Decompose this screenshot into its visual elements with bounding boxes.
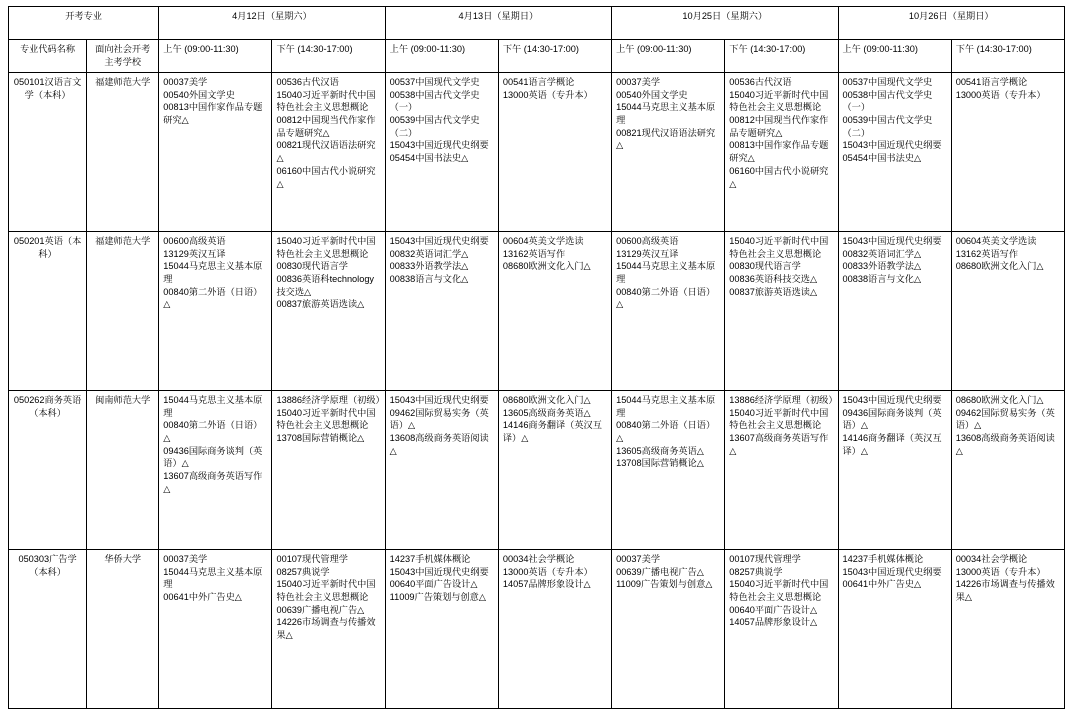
host-school: 福建师范大学 <box>87 232 159 391</box>
course-item: 15040习近平新时代中国特色社会主义思想概论 <box>276 89 376 113</box>
table-row <box>9 73 1065 232</box>
course-item: 13129英汉互译 <box>616 248 679 259</box>
course-item: 00813中国作家作品专题研究△ <box>729 140 829 164</box>
header-major-group: 开考专业 <box>9 7 159 40</box>
header-slot-8: 下午 (14:30-17:00) <box>951 40 1064 73</box>
host-school: 华侨大学 <box>87 550 159 709</box>
course-item: 14057品牌形象设计△ <box>502 579 591 590</box>
course-cell <box>385 550 498 709</box>
course-item: 00833外语教学法△ <box>842 261 922 272</box>
major-code-name: 050201英语（本科） <box>9 232 87 391</box>
course-cell <box>159 73 272 232</box>
course-item: 13708国际营销概论△ <box>616 458 704 469</box>
course-item: 13607高级商务英语写作△ <box>163 471 263 494</box>
course-item: 11009广告策划与创意△ <box>616 579 713 590</box>
header-slot-1: 上午 (09:00-11:30) <box>159 40 272 73</box>
course-item: 00538中国古代文学史（一） <box>842 89 933 113</box>
course-item: 00541语言学概论 <box>955 77 1028 87</box>
course-cell <box>838 73 951 232</box>
course-item: 00837旅游英语选读△ <box>729 286 818 297</box>
course-item: 15043中国近现代史纲要 <box>842 140 942 151</box>
course-item: 00604英美文学选读 <box>955 236 1037 246</box>
course-cell <box>951 73 1064 232</box>
course-item: 14146商务翻译（英汉互译）△ <box>502 420 602 444</box>
course-item: 00821现代汉语语法研究△ <box>616 127 716 151</box>
course-item: 08680欧洲文化入门△ <box>955 395 1044 405</box>
course-cell <box>272 550 385 709</box>
course-item: 15043中国近现代史纲要 <box>389 566 489 577</box>
course-item: 05454中国书法史△ <box>389 153 469 164</box>
course-item: 00832英语词汇学△ <box>842 248 922 259</box>
course-cell <box>725 73 838 232</box>
course-item: 00813中国作家作品专题研究△ <box>163 102 263 126</box>
course-item: 00536古代汉语 <box>276 77 339 87</box>
course-cell <box>272 73 385 232</box>
course-item: 15044马克思主义基本原理 <box>163 566 263 590</box>
course-item: 14226市场调查与传播效果△ <box>276 617 376 641</box>
course-cell <box>951 232 1064 391</box>
course-item: 13000英语（专升本） <box>502 566 593 577</box>
course-item: 13000英语（专升本） <box>955 89 1046 100</box>
course-item: 00639广播电视广告△ <box>276 604 365 615</box>
course-cell <box>498 73 611 232</box>
course-item: 13162英语写作 <box>502 248 566 259</box>
course-item: 00541语言学概论 <box>502 77 575 87</box>
header-slot-2: 下午 (14:30-17:00) <box>272 40 385 73</box>
header-slot-3: 上午 (09:00-11:30) <box>385 40 498 73</box>
course-item: 00037美学 <box>163 554 208 564</box>
course-item: 13162英语写作 <box>955 248 1019 259</box>
course-item: 15043中国近现代史纲要 <box>389 140 489 151</box>
course-item: 00641中外广告史△ <box>842 579 922 590</box>
course-item: 15043中国近现代史纲要 <box>842 236 942 246</box>
course-item: 15040习近平新时代中国特色社会主义思想概论 <box>276 236 376 259</box>
header-slot-5: 上午 (09:00-11:30) <box>612 40 725 73</box>
course-item: 00604英美文学选读 <box>502 236 584 246</box>
course-item: 13000英语（专升本） <box>502 89 593 100</box>
course-item: 15044马克思主义基本原理 <box>616 102 716 126</box>
course-item: 15040习近平新时代中国特色社会主义思想概论 <box>729 579 829 603</box>
course-item: 15040习近平新时代中国特色社会主义思想概论 <box>729 236 829 259</box>
course-cell <box>159 232 272 391</box>
header-date-4: 10月26日（星期日） <box>838 7 1065 40</box>
course-item: 06160中国古代小说研究△ <box>729 165 829 189</box>
table-body <box>9 73 1065 709</box>
course-item: 00540外国文学史 <box>163 89 235 100</box>
course-cell <box>498 391 611 550</box>
course-cell <box>951 550 1064 709</box>
course-item: 13886经济学原理（初级） <box>276 395 385 405</box>
major-code-name: 050262商务英语（本科） <box>9 391 87 550</box>
course-item: 15043中国近现代史纲要 <box>389 236 489 246</box>
course-item: 00833外语教学法△ <box>389 261 469 272</box>
table-row <box>9 550 1065 709</box>
course-cell <box>838 391 951 550</box>
course-item: 00539中国古代文学史（二） <box>842 115 933 138</box>
course-item: 14226市场调查与传播效果△ <box>955 579 1055 603</box>
course-cell <box>612 550 725 709</box>
course-item: 00037美学 <box>616 554 661 564</box>
course-item: 00641中外广告史△ <box>163 592 242 603</box>
course-cell <box>725 232 838 391</box>
major-code-name: 050101汉语言文学（本科） <box>9 73 87 232</box>
course-item: 15043中国近现代史纲要 <box>842 566 942 577</box>
course-cell <box>612 73 725 232</box>
course-item: 00540外国文学史 <box>616 89 688 100</box>
header-date-3: 10月25日（星期六） <box>612 7 838 40</box>
course-item: 05454中国书法史△ <box>842 153 922 164</box>
course-item: 00034社会学概论 <box>955 554 1028 564</box>
course-item: 00107现代管理学 <box>276 554 348 564</box>
course-cell <box>612 232 725 391</box>
course-item: 00838语言与文化△ <box>842 274 922 285</box>
course-item: 13607高级商务英语写作△ <box>729 433 829 456</box>
course-item: 08680欧洲文化入门△ <box>502 395 591 405</box>
header-slot-6: 下午 (14:30-17:00) <box>725 40 838 73</box>
course-item: 08257典说学 <box>729 566 783 577</box>
course-item: 14237手机媒体概论 <box>842 554 924 564</box>
course-item: 00832英语词汇学△ <box>389 248 469 259</box>
course-item: 00537中国现代文学史 <box>389 77 480 87</box>
course-item: 00537中国现代文学史 <box>842 77 933 87</box>
course-item: 00837旅游英语选读△ <box>276 299 365 310</box>
course-item: 00812中国现当代作家作品专题研究△ <box>729 115 829 138</box>
course-item: 13605高级商务英语△ <box>616 445 704 456</box>
course-item: 14146商务翻译（英汉互译）△ <box>842 433 942 456</box>
course-cell <box>385 73 498 232</box>
table-header <box>9 7 1065 73</box>
header-host-school: 面向社会开考主考学校 <box>87 40 159 73</box>
course-item: 13886经济学原理（初级） <box>729 395 838 405</box>
header-slot-7: 上午 (09:00-11:30) <box>838 40 951 73</box>
header-row-dates <box>9 7 1065 40</box>
course-cell <box>272 391 385 550</box>
course-item: 00836英语科技交选△ <box>729 274 818 285</box>
course-cell <box>385 391 498 550</box>
course-cell <box>498 232 611 391</box>
host-school: 福建师范大学 <box>87 73 159 232</box>
course-item: 06160中国古代小说研究△ <box>276 165 376 189</box>
course-item: 13129英汉互译 <box>163 248 226 259</box>
course-cell <box>159 391 272 550</box>
course-cell <box>951 391 1064 550</box>
course-item: 00821现代汉语语法研究△ <box>276 140 376 164</box>
course-cell <box>725 391 838 550</box>
course-cell <box>838 232 951 391</box>
header-row-slots <box>9 40 1065 73</box>
course-item: 00840第二外语（日语）△ <box>163 286 263 310</box>
header-major-code-name: 专业代码名称 <box>9 40 87 73</box>
course-item: 00536古代汉语 <box>729 77 792 87</box>
course-item: 13000英语（专升本） <box>955 566 1046 577</box>
course-item: 00640平面广告设计△ <box>389 579 478 590</box>
header-slot-4: 下午 (14:30-17:00) <box>498 40 611 73</box>
course-item: 09462国际贸易实务（英语）△ <box>389 407 489 431</box>
header-date-1: 4月12日（星期六） <box>159 7 385 40</box>
course-cell <box>725 550 838 709</box>
table-row <box>9 232 1065 391</box>
course-cell <box>385 232 498 391</box>
course-item: 15040习近平新时代中国特色社会主义思想概论 <box>729 407 829 431</box>
course-cell <box>498 550 611 709</box>
course-item: 00812中国现当代作家作品专题研究△ <box>276 115 376 138</box>
exam-schedule-table <box>8 6 1065 709</box>
course-item: 00836英语科technology技交选△ <box>276 274 375 297</box>
course-item: 00037美学 <box>616 77 661 87</box>
course-item: 00034社会学概论 <box>502 554 575 564</box>
course-item: 08680欧洲文化入门△ <box>502 261 591 272</box>
course-item: 00830现代语言学 <box>276 261 348 272</box>
course-cell <box>612 391 725 550</box>
host-school: 闽南师范大学 <box>87 391 159 550</box>
course-item: 13708国际营销概论△ <box>276 433 365 444</box>
course-item: 15043中国近现代史纲要 <box>842 395 942 405</box>
course-item: 00107现代管理学 <box>729 554 801 564</box>
course-item: 15044马克思主义基本原理 <box>163 395 263 418</box>
course-item: 00600高级英语 <box>616 236 679 246</box>
course-item: 09436国际商务谈判（英语）△ <box>842 407 942 431</box>
course-item: 08257典说学 <box>276 566 330 577</box>
course-item: 00840第二外语（日语）△ <box>616 420 716 444</box>
course-item: 15044马克思主义基本原理 <box>616 261 716 285</box>
course-item: 00830现代语言学 <box>729 261 801 272</box>
course-item: 00838语言与文化△ <box>389 274 469 285</box>
header-date-2: 4月13日（星期日） <box>385 7 611 40</box>
table-row <box>9 391 1065 550</box>
course-item: 00539中国古代文学史（二） <box>389 115 480 138</box>
course-item: 15043中国近现代史纲要 <box>389 395 489 405</box>
course-item: 08680欧洲文化入门△ <box>955 261 1044 272</box>
course-item: 15044马克思主义基本原理 <box>616 395 716 418</box>
course-item: 00840第二外语（日语）△ <box>163 420 263 444</box>
course-item: 11009广告策划与创意△ <box>389 592 486 603</box>
course-cell <box>272 232 385 391</box>
course-cell <box>838 550 951 709</box>
course-item: 00538中国古代文学史（一） <box>389 89 480 113</box>
course-item: 09462国际贸易实务（英语）△ <box>955 407 1055 431</box>
course-item: 00840第二外语（日语）△ <box>616 286 716 310</box>
course-item: 15044马克思主义基本原理 <box>163 261 263 285</box>
course-item: 15040习近平新时代中国特色社会主义思想概论 <box>729 89 829 113</box>
course-item: 14237手机媒体概论 <box>389 554 471 564</box>
course-item: 15040习近平新时代中国特色社会主义思想概论 <box>276 407 376 431</box>
course-item: 00600高级英语 <box>163 236 226 246</box>
course-item: 13605高级商务英语△ <box>502 407 591 418</box>
major-code-name: 050303广告学（本科） <box>9 550 87 709</box>
course-item: 15040习近平新时代中国特色社会主义思想概论 <box>276 579 376 603</box>
course-cell <box>159 550 272 709</box>
course-item: 13608高级商务英语阅读△ <box>389 433 489 456</box>
course-item: 00037美学 <box>163 77 208 87</box>
course-item: 00640平面广告设计△ <box>729 604 818 615</box>
course-item: 09436国际商务谈判（英语）△ <box>163 445 263 469</box>
course-item: 00639广播电视广告△ <box>616 566 704 577</box>
course-item: 14057品牌形象设计△ <box>729 617 818 628</box>
course-item: 13608高级商务英语阅读△ <box>955 433 1055 456</box>
